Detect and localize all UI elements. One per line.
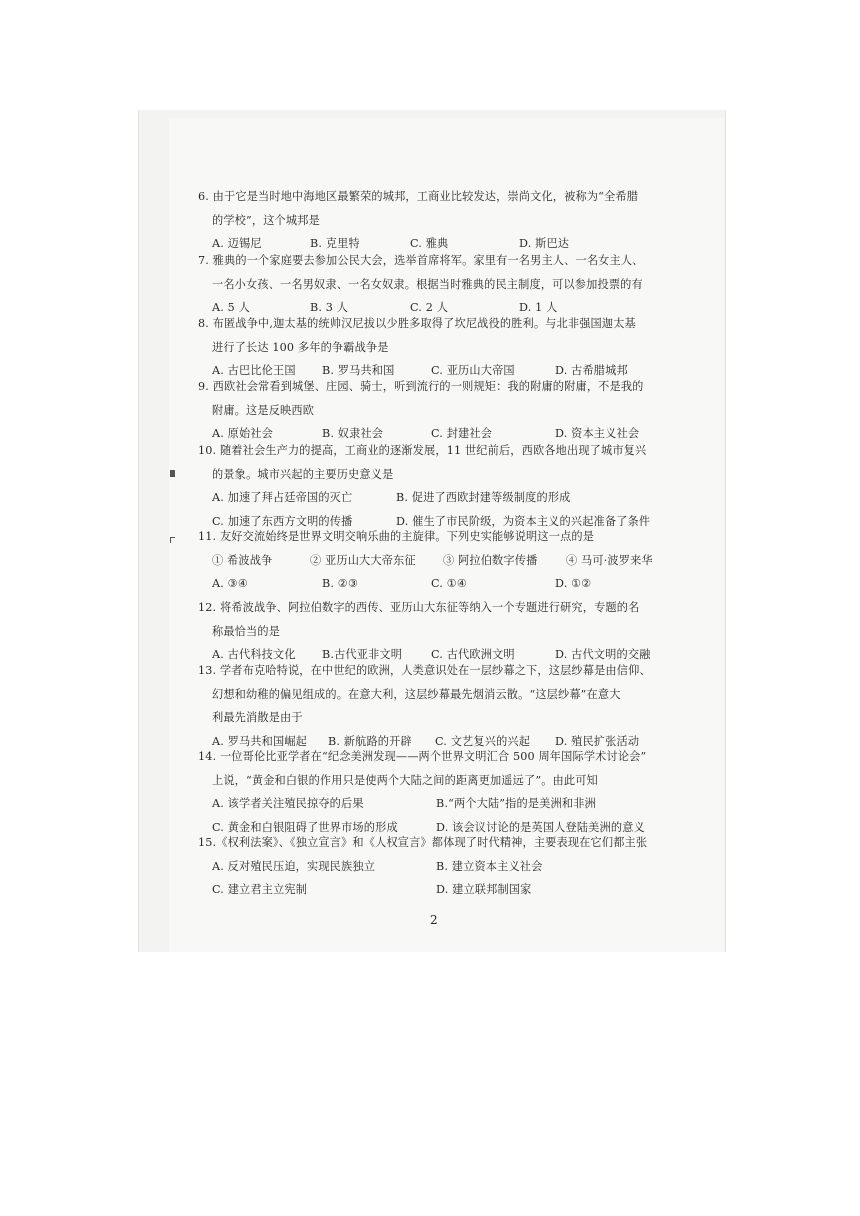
punch-mark	[170, 537, 171, 543]
question-text: 称最恰当的是	[212, 624, 281, 638]
question-13	[198, 659, 698, 753]
option-b: B. 促进了西欧封建等级制度的形成	[396, 491, 571, 504]
option-c: C. 亚历山大帝国	[431, 364, 515, 377]
item-3: ③ 阿拉伯数字传播	[443, 553, 538, 567]
items-row	[198, 549, 698, 573]
question-15	[198, 831, 698, 902]
option-c: C. 封建社会	[431, 427, 493, 440]
question-text: 8. 布匿战争中,迦太基的统帅汉尼拔以少胜多取得了坎尼战役的胜利。与北非强国迦太基	[198, 317, 636, 330]
options-row	[198, 792, 698, 816]
option-d: D. 资本主义社会	[555, 427, 640, 440]
option-a: A. 5 人	[212, 301, 250, 314]
option-b: B. 3 人	[310, 301, 349, 314]
option-b: B. ②③	[322, 577, 359, 590]
option-c: C. 文艺复兴的兴起	[435, 734, 531, 748]
option-c: C. ①④	[431, 577, 468, 590]
question-text: 7. 雅典的一个家庭要去参加公民大会，选举首席将军。家里有一名男主人、一名女主人、	[198, 254, 644, 267]
option-d: D. 古希腊城邦	[555, 364, 628, 377]
question-text: 一名小女孩、一名男奴隶、一名女奴隶。根据当时雅典的民主制度，可以参加投票的有	[212, 277, 643, 291]
question-7	[198, 249, 698, 320]
option-c: C. 雅典	[410, 237, 449, 250]
question-text: 的学校”，这个城邦是	[212, 213, 320, 227]
question-text: 上说，“黄金和白银的作用只是使两个大陆之间的距离更加遥远了”。由此可知	[212, 773, 598, 787]
option-d: D. 古代文明的交融	[555, 648, 651, 661]
option-d: D. ①②	[555, 577, 592, 590]
question-text: 10. 随着社会生产力的提高，工商业的逐渐发展，11 世纪前后，西欧各地出现了城市复兴	[198, 444, 647, 457]
options-row	[198, 572, 698, 596]
option-a: A. 古代科技文化	[212, 648, 296, 661]
page-number: 2	[430, 913, 438, 927]
option-b: B. 新航路的开辟	[328, 734, 412, 748]
option-d: D. 斯巴达	[519, 237, 570, 250]
option-c: C. 黄金和白银阻碍了世界市场的形成	[212, 820, 398, 834]
question-14	[198, 745, 698, 839]
question-text: 12. 将希波战争、阿拉伯数字的西传、亚历山大东征等纳入一个专题进行研究，专题的名	[198, 601, 640, 614]
item-1: ① 希波战争	[212, 553, 273, 567]
option-b: B.“两个大陆”指的是美洲和非洲	[436, 797, 596, 810]
question-text: 11. 友好交流始终是世界文明交响乐曲的主旋律。下列史实能够说明这一点的是	[198, 530, 595, 543]
question-text: 9. 西欧社会常看到城堡、庄园、骑士，听到流行的一则规矩：我的附庸的附庸，不是我的	[198, 380, 644, 393]
item-4: ④ 马可·波罗来华	[566, 553, 653, 567]
option-c: C. 古代欧洲文明	[431, 648, 515, 661]
option-a: A. 罗马共和国崛起	[212, 734, 308, 748]
question-10	[198, 439, 698, 533]
question-text: 14. 一位哥伦比亚学者在“纪念美洲发现——两个世界文明汇合 500 周年国际学术讨论会”	[198, 750, 647, 763]
option-d: D. 1 人	[519, 301, 558, 314]
question-12	[198, 596, 698, 667]
option-b: B. 奴隶社会	[322, 427, 384, 440]
option-d: D. 该会议讨论的是英国人登陆美洲的意义	[436, 820, 645, 834]
options-row	[198, 855, 698, 879]
option-a: A. 迈锡尼	[212, 237, 262, 250]
option-b: B. 克里特	[310, 237, 360, 250]
option-c: C. 建立君主立宪制	[212, 883, 308, 896]
option-b: B.古代亚非文明	[322, 648, 403, 661]
question-text: 6. 由于它是当时地中海地区最繁荣的城邦，工商业比较发达，崇尚文化，被称为“全希腊	[198, 190, 639, 203]
question-11	[198, 525, 698, 596]
question-text: 进行了长达 100 多年的争霸战争是	[212, 340, 389, 354]
option-d: D. 殖民扩张活动	[555, 734, 640, 748]
option-d: D. 催生了市民阶级，为资本主义的兴起准备了条件	[396, 514, 651, 528]
question-text: 幻想和幼稚的偏见组成的。在意大利，这层纱幕最先烟消云散。“这层纱幕”在意大	[212, 687, 621, 701]
option-d: D. 建立联邦制国家	[436, 883, 532, 896]
options-row	[198, 486, 698, 510]
question-text: 附庸。这是反映西欧	[212, 403, 315, 417]
question-8	[198, 312, 698, 383]
question-text: 利最先消散是由于	[212, 711, 303, 724]
question-6	[198, 185, 698, 256]
option-a: A. 古巴比伦王国	[212, 364, 296, 377]
option-c: C. 2 人	[410, 301, 449, 314]
option-a: A. 反对殖民压迫，实现民族独立	[212, 859, 376, 873]
item-2: ② 亚历山大大帝东征	[310, 553, 416, 567]
question-text: 的景象。城市兴起的主要历史意义是	[212, 467, 394, 481]
option-a: A. 原始社会	[212, 427, 273, 440]
option-b: B. 罗马共和国	[322, 364, 395, 377]
punch-mark	[170, 470, 175, 477]
question-9	[198, 375, 698, 446]
option-a: A. 该学者关注殖民掠夺的后果	[212, 797, 364, 810]
question-text: 15.《权利法案》、《独立宣言》和《人权宣言》都体现了时代精神，主要表现在它们都主张	[198, 836, 648, 849]
option-c: C. 加速了东西方文明的传播	[212, 514, 353, 528]
option-a: A. ③④	[212, 577, 249, 590]
option-a: A. 加速了拜占廷帝国的灭亡	[212, 491, 353, 504]
question-text: 13. 学者布克哈特说，在中世纪的欧洲，人类意识处在一层纱幕之下，这层纱幕是由信仰、	[198, 664, 651, 677]
option-b: B. 建立资本主义社会	[436, 859, 543, 873]
options-row	[198, 878, 698, 902]
